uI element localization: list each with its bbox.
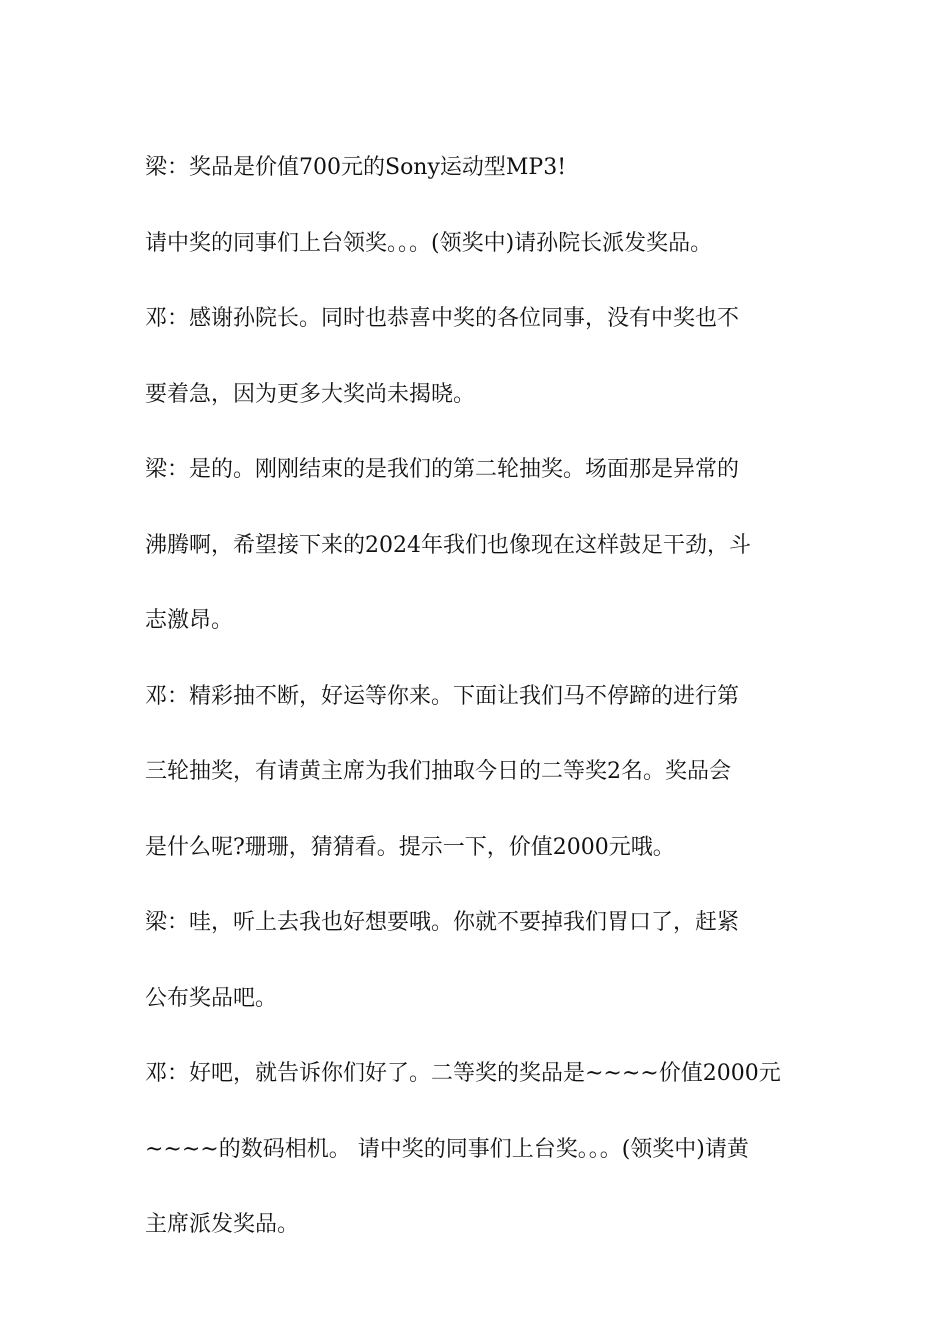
text-line: 邓：精彩抽不断，好运等你来。下面让我们马不停蹄的进行第	[145, 683, 740, 709]
text-line: 三轮抽奖，有请黄主席为我们抽取今日的二等奖2名。奖品会	[145, 759, 731, 784]
document-body	[145, 130, 810, 1263]
text-line: 是什么呢?珊珊，猜猜看。提示一下，价值2000元哦。	[145, 834, 675, 860]
text-line: 要着急，因为更多大奖尚未揭晓。	[145, 381, 476, 407]
text-line: ~~~~的数码相机。 请中奖的同事们上台奖。。。(领奖中)请黄	[145, 1136, 749, 1162]
text-line: 沸腾啊，希望接下来的2024年我们也像现在这样鼓足干劲，斗	[145, 532, 751, 558]
text-line: 邓：感谢孙院长。同时也恭喜中奖的各位同事，没有中奖也不	[145, 306, 740, 331]
text-line: 公布奖品吧。	[145, 985, 278, 1011]
text-line: 主席派发奖品。	[145, 1212, 300, 1237]
text-line: 请中奖的同事们上台领奖。。。(领奖中)请孙院长派发奖品。	[145, 230, 713, 256]
text-line: 梁：是的。刚刚结束的是我们的第二轮抽奖。场面那是异常的	[145, 457, 740, 482]
text-line: 邓：好吧，就告诉你们好了。二等奖的奖品是~~~~价值2000元	[145, 1061, 781, 1086]
text-line: 志激昂。	[145, 608, 234, 633]
text-line: 梁：哇，听上去我也好想要哦。你就不要掉我们胃口了，赶紧	[145, 910, 740, 935]
text-line: 梁：奖品是价值700元的Sony运动型MP3!	[145, 155, 567, 180]
